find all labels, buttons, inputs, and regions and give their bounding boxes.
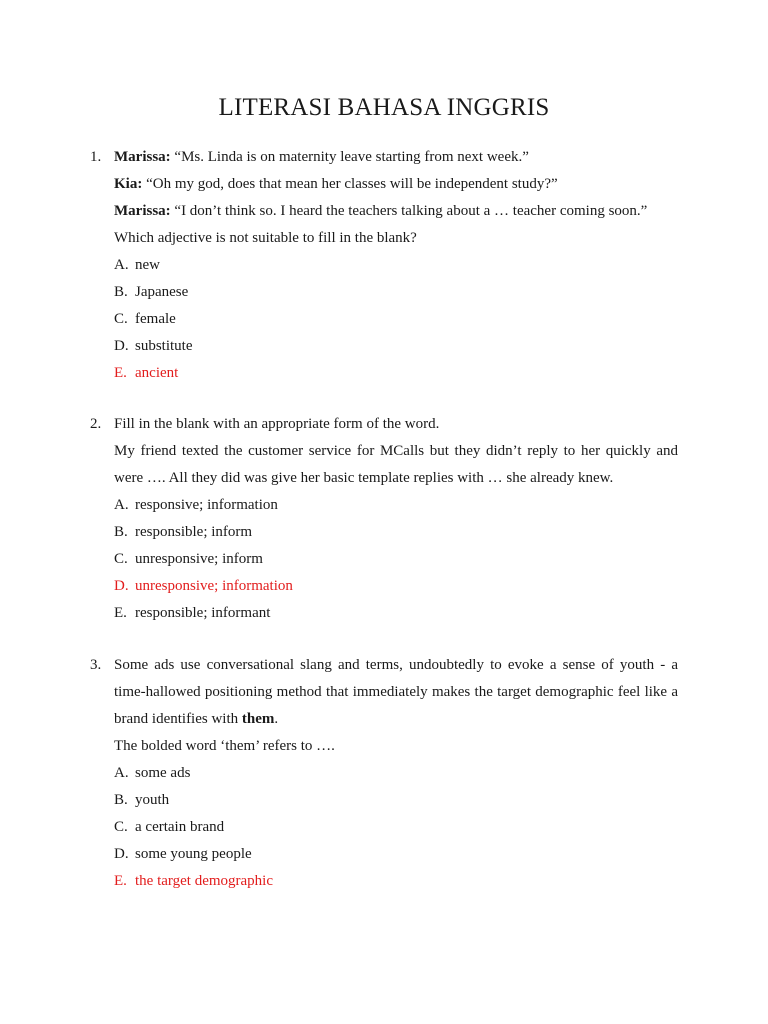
question-number: 1. xyxy=(90,149,102,165)
option-text: a certain brand xyxy=(135,819,225,835)
passage-line: My friend texted the customer service for MCalls but they didn’t reply to her quickly and xyxy=(114,443,678,459)
option-letter: E. xyxy=(114,873,127,889)
option-text: unresponsive; information xyxy=(135,578,293,594)
dialogue-text: “Oh my god, does that mean her classes will be independent study?” xyxy=(142,176,558,192)
option-text: new xyxy=(135,257,160,273)
passage-text: . xyxy=(274,711,279,727)
option-c xyxy=(114,546,263,573)
option-text: some young people xyxy=(135,846,252,862)
bolded-word: them xyxy=(241,711,275,727)
option-letter: D. xyxy=(114,846,129,862)
option-e xyxy=(114,600,270,627)
option-b xyxy=(114,519,252,546)
dialogue-line xyxy=(114,198,678,225)
passage-line: time-hallowed positioning method that immediately makes the target demographic feel like a xyxy=(114,684,678,700)
option-text: unresponsive; inform xyxy=(135,551,263,567)
question-number: 3. xyxy=(90,657,102,673)
passage-line: Some ads use conversational slang and terms, undoubtedly to evoke a sense of youth - a xyxy=(114,657,678,673)
option-letter: C. xyxy=(114,819,128,835)
option-letter: A. xyxy=(114,765,129,781)
option-text: responsive; information xyxy=(135,497,278,513)
question-number: 2. xyxy=(90,416,102,432)
option-c xyxy=(114,814,224,841)
option-letter: B. xyxy=(114,524,128,540)
question-prompt: Which adjective is not suitable to fill in the blank? xyxy=(114,230,417,246)
option-letter: A. xyxy=(114,497,129,513)
option-text: youth xyxy=(135,792,170,808)
dialogue-line xyxy=(114,144,678,171)
option-letter: E. xyxy=(114,365,127,381)
option-text: Japanese xyxy=(135,284,189,300)
passage-text: brand identifies with xyxy=(114,711,242,727)
option-d-correct-answer xyxy=(114,573,293,600)
option-d xyxy=(114,333,193,360)
option-letter: C. xyxy=(114,551,128,567)
option-letter: D. xyxy=(114,338,129,354)
option-text: responsible; informant xyxy=(135,605,271,621)
option-text: female xyxy=(135,311,176,327)
speaker-name: Marissa: xyxy=(114,203,171,219)
option-text: substitute xyxy=(135,338,193,354)
option-b xyxy=(114,787,169,814)
option-a xyxy=(114,760,190,787)
option-letter: A. xyxy=(114,257,129,273)
option-c xyxy=(114,306,176,333)
question-prompt: Fill in the blank with an appropriate form of the word. xyxy=(114,416,440,432)
option-letter: E. xyxy=(114,605,127,621)
option-letter: B. xyxy=(114,792,128,808)
speaker-name: Kia: xyxy=(114,176,143,192)
option-text: some ads xyxy=(135,765,191,781)
option-letter: C. xyxy=(114,311,128,327)
question-prompt: The bolded word ‘them’ refers to …. xyxy=(114,738,335,754)
option-letter: D. xyxy=(114,578,129,594)
document-title: LITERASI BAHASA INGGRIS xyxy=(218,94,550,121)
option-text: responsible; inform xyxy=(135,524,253,540)
option-text: ancient xyxy=(135,365,179,381)
dialogue-text: “Ms. Linda is on maternity leave starting from next week.” xyxy=(170,149,529,165)
dialogue-text: “I don’t think so. I heard the teachers talking about a … teacher coming soon.” xyxy=(170,203,648,219)
option-letter: B. xyxy=(114,284,128,300)
option-e-correct-answer xyxy=(114,360,178,387)
option-d xyxy=(114,841,252,868)
passage-line xyxy=(114,706,678,733)
option-a xyxy=(114,252,160,279)
passage-line: were …. All they did was give her basic template replies with … she already knew. xyxy=(114,470,614,486)
option-text: the target demographic xyxy=(135,873,274,889)
option-b xyxy=(114,279,188,306)
speaker-name: Marissa: xyxy=(114,149,171,165)
option-a xyxy=(114,492,278,519)
dialogue-line xyxy=(114,171,678,198)
option-e-correct-answer xyxy=(114,868,273,895)
